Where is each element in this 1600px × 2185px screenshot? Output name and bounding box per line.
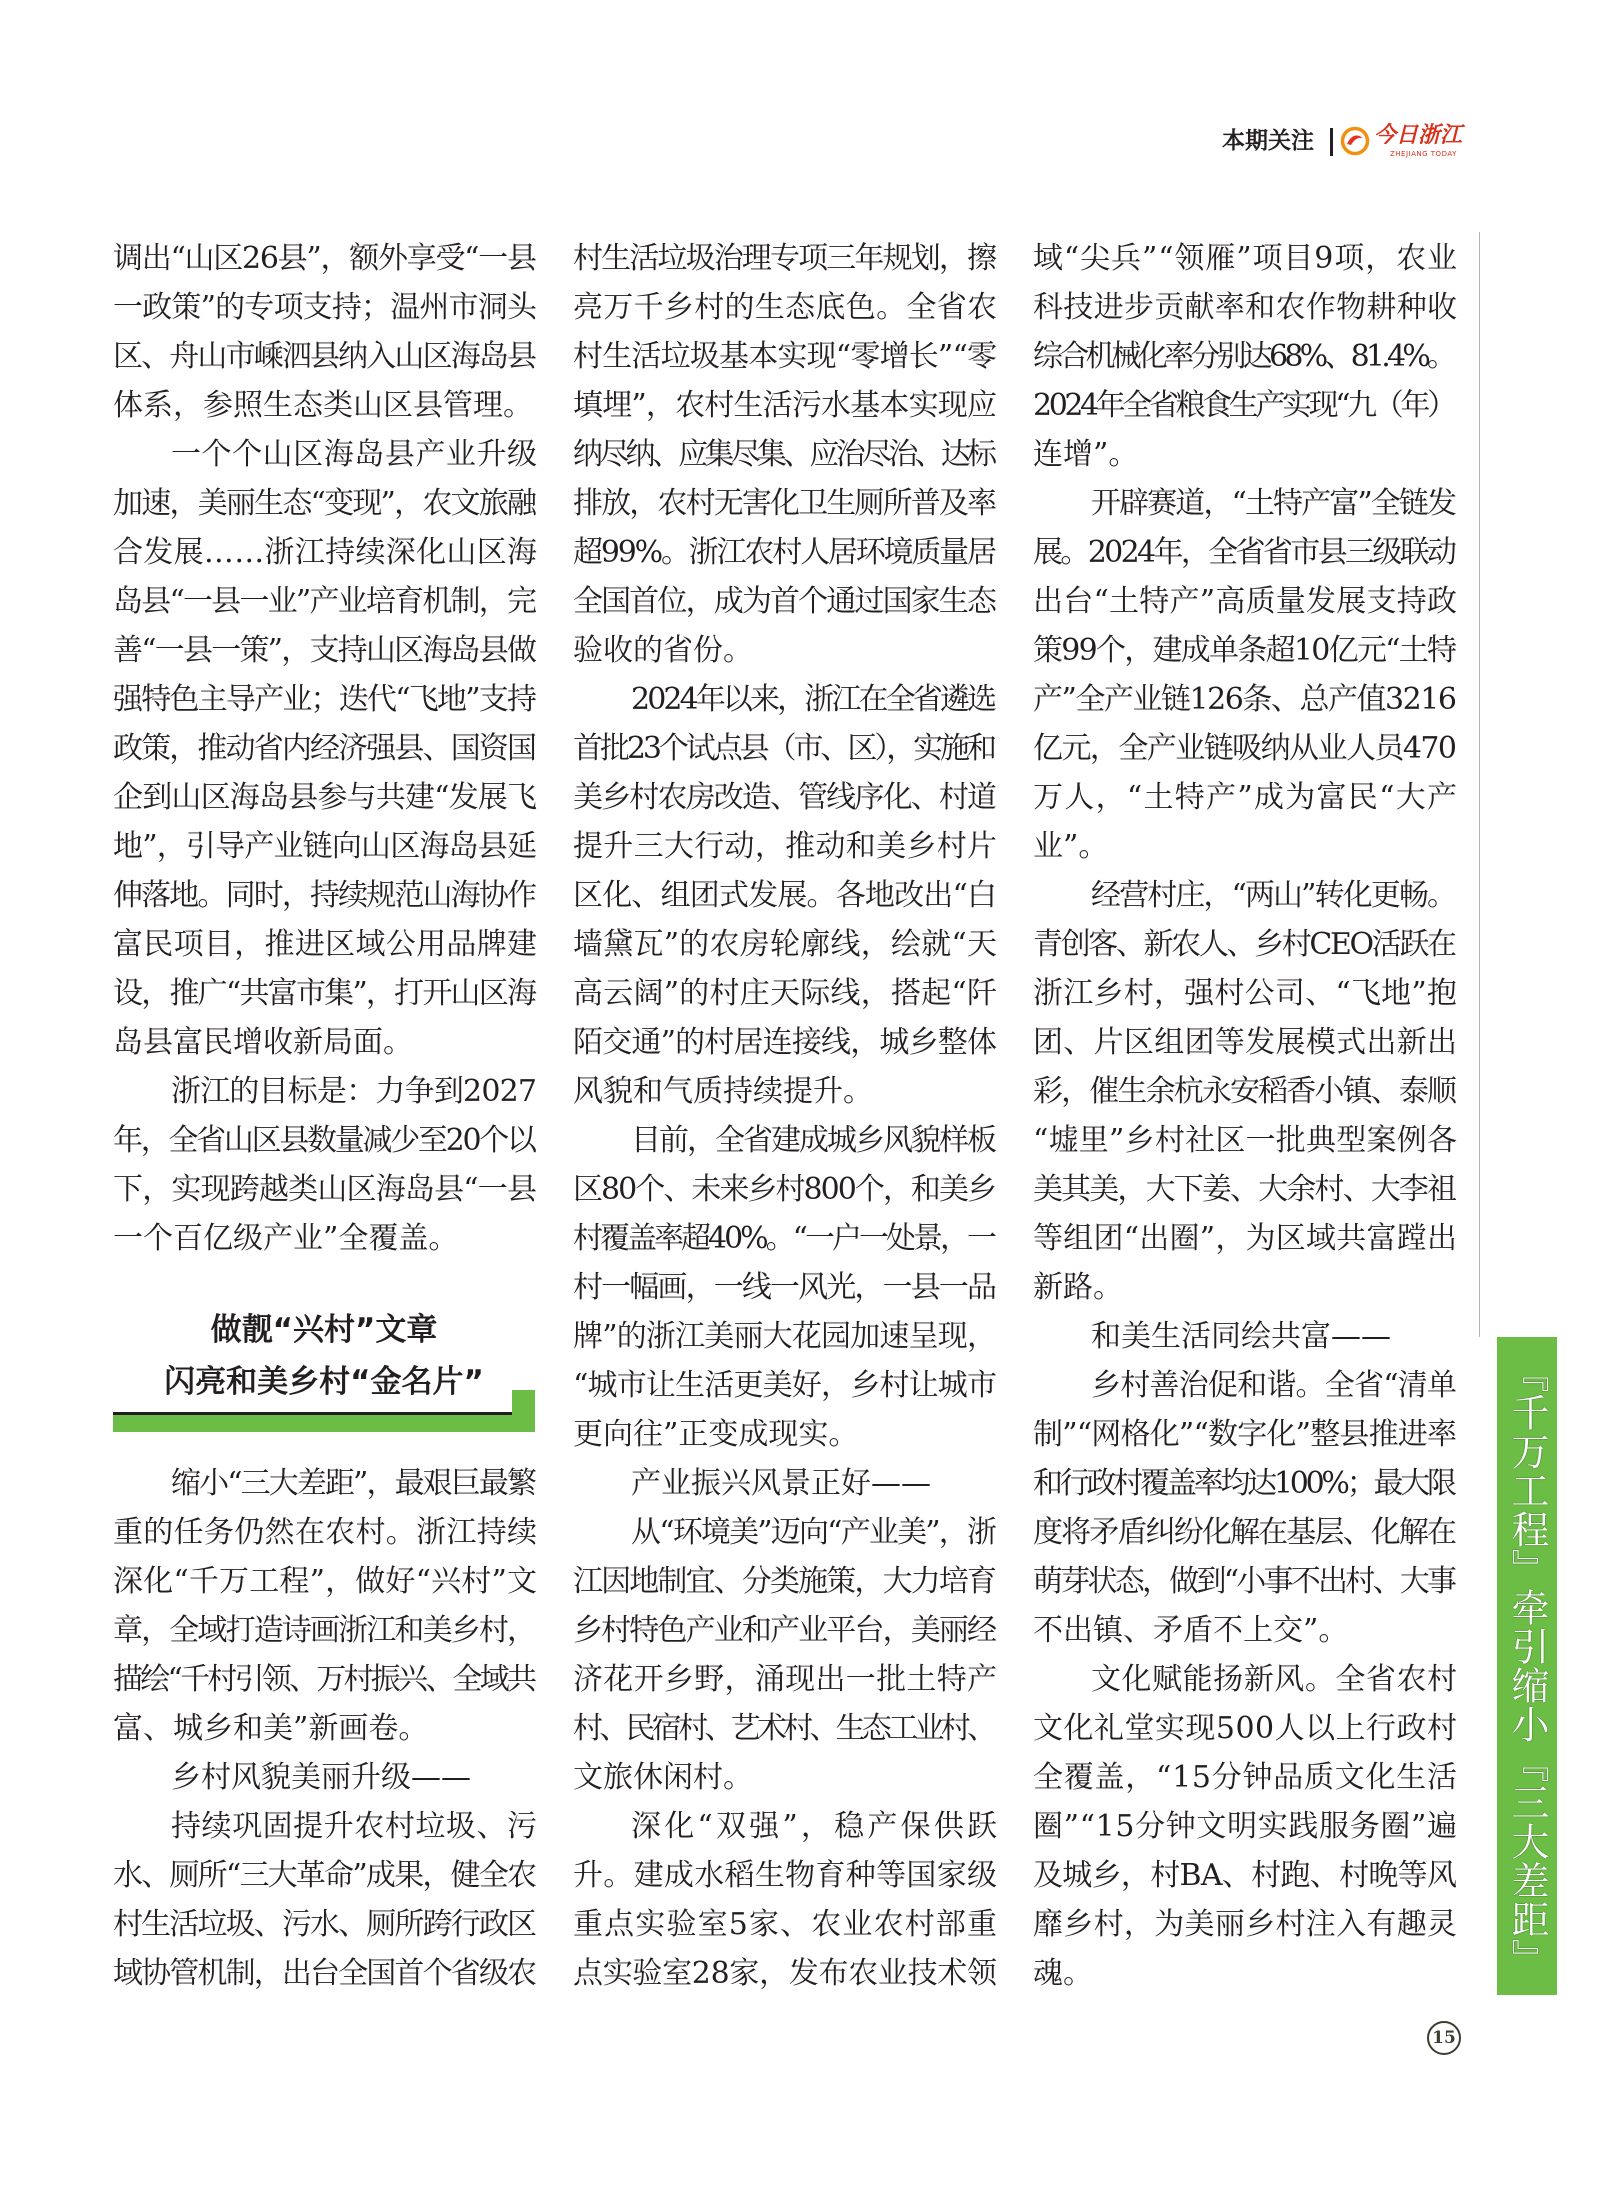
text-line: 村生活垃圾基本实现“零增长”“零 [573,339,997,374]
column-middle [573,234,1001,1998]
text-line: 村生活垃圾、污水、厕所跨行政区 [113,1907,536,1942]
text-line: 持续巩固提升农村垃圾、污 [171,1809,538,1844]
text-line: 亿元，全产业链吸纳从业人员470 [1033,731,1456,766]
text-line: 团、片区组团等发展模式出新出 [1033,1025,1458,1060]
text-line: 设，推广“共富市集”，打开山区海 [113,976,536,1011]
text-line: 从“环境美”迈向“产业美”，浙 [631,1515,996,1550]
text-line: 排放，农村无害化卫生厕所普及率 [573,486,996,521]
heading-decoration-block [512,1390,535,1432]
text-line: 下，实现跨越类山区海岛县“一县 [113,1172,537,1207]
text-line: 和行政村覆盖率均达100%；最大限 [1033,1466,1454,1501]
paragraph [113,1753,537,1802]
text-line: 新路。 [1033,1270,1123,1305]
text-line: 美其美，大下姜、大余村、大李祖 [1033,1172,1456,1207]
text-line: 深化“千万工程”，做好“兴村”文 [113,1564,538,1599]
text-line: 超99%。浙江农村人居环境质量居 [573,535,995,570]
text-line: 岛县富民增收新局面。 [113,1025,413,1060]
text-line: 域“尖兵”“领雁”项目9项，农业 [1033,241,1458,276]
text-line: 富民项目，推进区域公用品牌建 [113,927,538,962]
text-line: 展。2024年，全省省市县三级联动 [1033,535,1455,570]
text-line: 重点实验室5家、农业农村部重 [573,1907,999,1942]
section-label: 本期关注 [1222,128,1314,154]
header-divider [1330,128,1333,156]
text-line: 济花开乡野，涌现出一批土特产 [573,1662,998,1697]
text-line: 企到山区海岛县参与共建“发展飞 [113,780,537,815]
text-line: 年，全省山区县数量减少至20个以 [113,1123,535,1158]
section-heading-line-1: 做靓“兴村”文章 [210,1312,438,1348]
text-line: 政策，推动省内经济强县、国资国 [113,731,536,766]
text-line: 首批23个试点县（市、区），实施和 [573,731,994,766]
text-line: 万人，“土特产”成为富民“大产 [1033,780,1459,815]
text-line: 及城乡，村BA、村跑、村晚等风 [1033,1858,1457,1893]
text-line: “城市让生活更美好，乡村让城市 [573,1368,997,1403]
paragraph [1033,479,1457,871]
text-line: 经营村庄，“两山”转化更畅。 [1091,878,1456,913]
text-line: 美乡村农房改造、管线序化、村道 [573,780,996,815]
text-line: 2024年全省粮食生产实现“九（年） [1033,388,1454,423]
sidebar-title: 『千万工程』牵引缩小『三大差距』 [1505,1354,1549,1978]
text-line: 纳尽纳、应集尽集、应治尽治、达标 [573,437,994,472]
heading-decoration-bar [113,1415,535,1432]
paragraph [573,675,997,1116]
column-rule [1479,232,1480,1337]
text-line: 不出镇、矛盾不上交”。 [1033,1613,1349,1648]
text-line: 富、城乡和美”新画卷。 [113,1711,429,1746]
text-line: 更向往”正变成现实。 [573,1417,859,1452]
text-line: 全国首位，成为首个通过国家生态 [573,584,996,619]
text-line: 圈”“15分钟文明实践服务圈”遍 [1033,1809,1458,1844]
text-line: 乡村特色产业和产业平台，美丽经 [573,1613,996,1648]
text-line: 乡村风貌美丽升级—— [171,1760,471,1795]
text-line: 亮万千乡村的生态底色。全省农 [573,290,998,325]
column-left-top [113,234,537,1263]
paragraph [573,234,997,675]
text-line: 开辟赛道，“土特产富”全链发 [1091,486,1456,521]
text-line: 强特色主导产业；迭代“飞地”支持 [113,682,536,717]
text-line: 浙江乡村，强村公司、“飞地”抱 [1033,976,1458,1011]
page-number: 15 [1427,2021,1461,2055]
text-line: 村、民宿村、艺术村、生态工业村、 [573,1711,994,1746]
text-line: 村生活垃圾治理专项三年规划，擦 [573,241,996,276]
paragraph [1033,1655,1457,1998]
paragraph [113,1067,537,1263]
text-line: 一个百亿级产业”全覆盖。 [113,1221,459,1256]
text-line: 制”“网格化”“数字化”整县推进率 [1033,1417,1457,1452]
text-line: 墙黛瓦”的农房轮廓线，绘就“天 [573,927,998,962]
text-line: 靡乡村，为美丽乡村注入有趣灵 [1033,1907,1458,1942]
text-line: 填埋”，农村生活污水基本实现应 [573,388,997,423]
text-line: 青创客、新农人、乡村CEO活跃在 [1033,927,1455,962]
text-line: 文旅休闲村。 [573,1760,753,1795]
text-line: 区、舟山市嵊泗县纳入山区海岛县 [113,339,536,374]
text-line: 重的任务仍然在农村。浙江持续 [113,1515,538,1550]
text-line: 等组团“出圈”，为区域共富蹚出 [1033,1221,1458,1256]
text-line: 水、厕所“三大革命”成果，健全农 [113,1858,536,1893]
column-left-bottom [113,1459,537,1998]
text-line: 科技进步贡献率和农作物耕种收 [1033,290,1458,325]
paragraph [113,1802,537,1998]
paragraph [1033,1312,1457,1361]
logo-subtext: ZHEJIANG TODAY [1390,150,1457,158]
text-line: 文化礼堂实现500人以上行政村 [1033,1711,1458,1746]
column-right [1033,234,1457,1998]
text-line: 度将矛盾纠纷化解在基层、化解在 [1033,1515,1456,1550]
paragraph [113,430,537,1067]
paragraph [573,1508,997,1802]
text-line: 出台“土特产”高质量发展支持政 [1033,584,1458,619]
paragraph [113,1459,537,1753]
text-line: 和美生活同绘共富—— [1091,1319,1391,1354]
paragraph [113,234,537,430]
text-line: 策99个，建成单条超10亿元“土特 [1033,633,1456,668]
heading-underline [113,1412,512,1415]
text-line: 萌芽状态，做到“小事不出村、大事 [1033,1564,1455,1599]
paragraph [1033,1361,1457,1655]
paragraph [573,1802,1001,1998]
logo-swirl-icon [1339,125,1371,157]
paragraph [573,1116,997,1459]
text-line: 2024年以来，浙江在全省遴选 [631,682,995,717]
text-line: 区80个、未来乡村800个，和美乡 [573,1172,996,1207]
text-line: 点实验室28家，发布农业技术领 [573,1956,997,1991]
sidebar-banner [1497,1337,1557,1995]
text-line: 伸落地。同时，持续规范山海协作 [113,878,536,913]
text-line: 彩，催生余杭永安稻香小镇、泰顺 [1033,1074,1456,1109]
text-line: 产业振兴风景正好—— [631,1466,931,1501]
paragraph [1033,234,1457,479]
section-heading-line-2: 闪亮和美乡村“金名片” [164,1364,484,1400]
text-line: 加速，美丽生态“变现”，农文旅融 [113,486,536,521]
text-line: 一个个山区海岛县产业升级 [171,437,538,472]
text-line: 调出“山区26县”，额外享受“一县 [113,241,536,276]
text-line: 提升三大行动，推动和美乡村片 [573,829,998,864]
text-line: 验收的省份。 [573,633,753,668]
text-line: 地”，引导产业链向山区海岛县延 [113,829,537,864]
text-line: 连增”。 [1033,437,1139,472]
text-line: 业”。 [1033,829,1109,864]
text-line: 产”全产业链126条、总产值3216 [1033,682,1456,717]
text-line: 缩小“三大差距”，最艰巨最繁 [171,1466,536,1501]
text-line: 域协管机制，出台全国首个省级农 [113,1956,536,1991]
logo-text: 今日浙江 [1374,122,1463,148]
text-line: 善“一县一策”，支持山区海岛县做 [113,633,536,668]
text-line: 江因地制宜、分类施策，大力培育 [573,1564,996,1599]
text-line: 体系，参照生态类山区县管理。 [113,388,533,423]
text-line: 区化、组团式发展。各地改出“白 [573,878,997,913]
text-line: 高云阔”的村庄天际线，搭起“阡 [573,976,998,1011]
text-line: 风貌和气质持续提升。 [573,1074,873,1109]
text-line: 乡村善治促和谐。全省“清单 [1091,1368,1457,1403]
text-line: 村覆盖率超40%。“一户一处景，一 [573,1221,994,1256]
text-line: 描绘“千村引领、万村振兴、全域共 [113,1662,535,1697]
text-line: 岛县“一县一业”产业培育机制，完 [113,584,536,619]
text-line: 陌交通”的村居连接线，城乡整体 [573,1025,997,1060]
text-line: 章，全域打造诗画浙江和美乡村， [113,1613,536,1648]
text-line: 全覆盖，“15分钟品质文化生活 [1033,1760,1458,1795]
text-line: 一政策”的专项支持；温州市洞头 [113,290,537,325]
text-line: 深化“双强”，稳产保供跃 [631,1809,1001,1844]
paragraph [1033,871,1457,1312]
text-line: 合发展……浙江持续深化山区海 [113,535,538,570]
text-line: 魂。 [1033,1956,1093,1991]
text-line: 目前，全省建成城乡风貌样板 [631,1123,995,1158]
text-line: “墟里”乡村社区一批典型案例各 [1033,1123,1458,1158]
text-line: 浙江的目标是：力争到2027 [171,1074,537,1109]
text-line: 牌”的浙江美丽大花园加速呈现， [573,1319,997,1354]
paragraph [573,1459,997,1508]
text-line: 综合机械化率分别达68%、81.4%。 [1033,339,1454,374]
text-line: 村一幅画，一线一风光，一县一品 [573,1270,996,1305]
text-line: 文化赋能扬新风。全省农村 [1091,1662,1458,1697]
text-line: 升。建成水稻生物育种等国家级 [573,1858,998,1893]
